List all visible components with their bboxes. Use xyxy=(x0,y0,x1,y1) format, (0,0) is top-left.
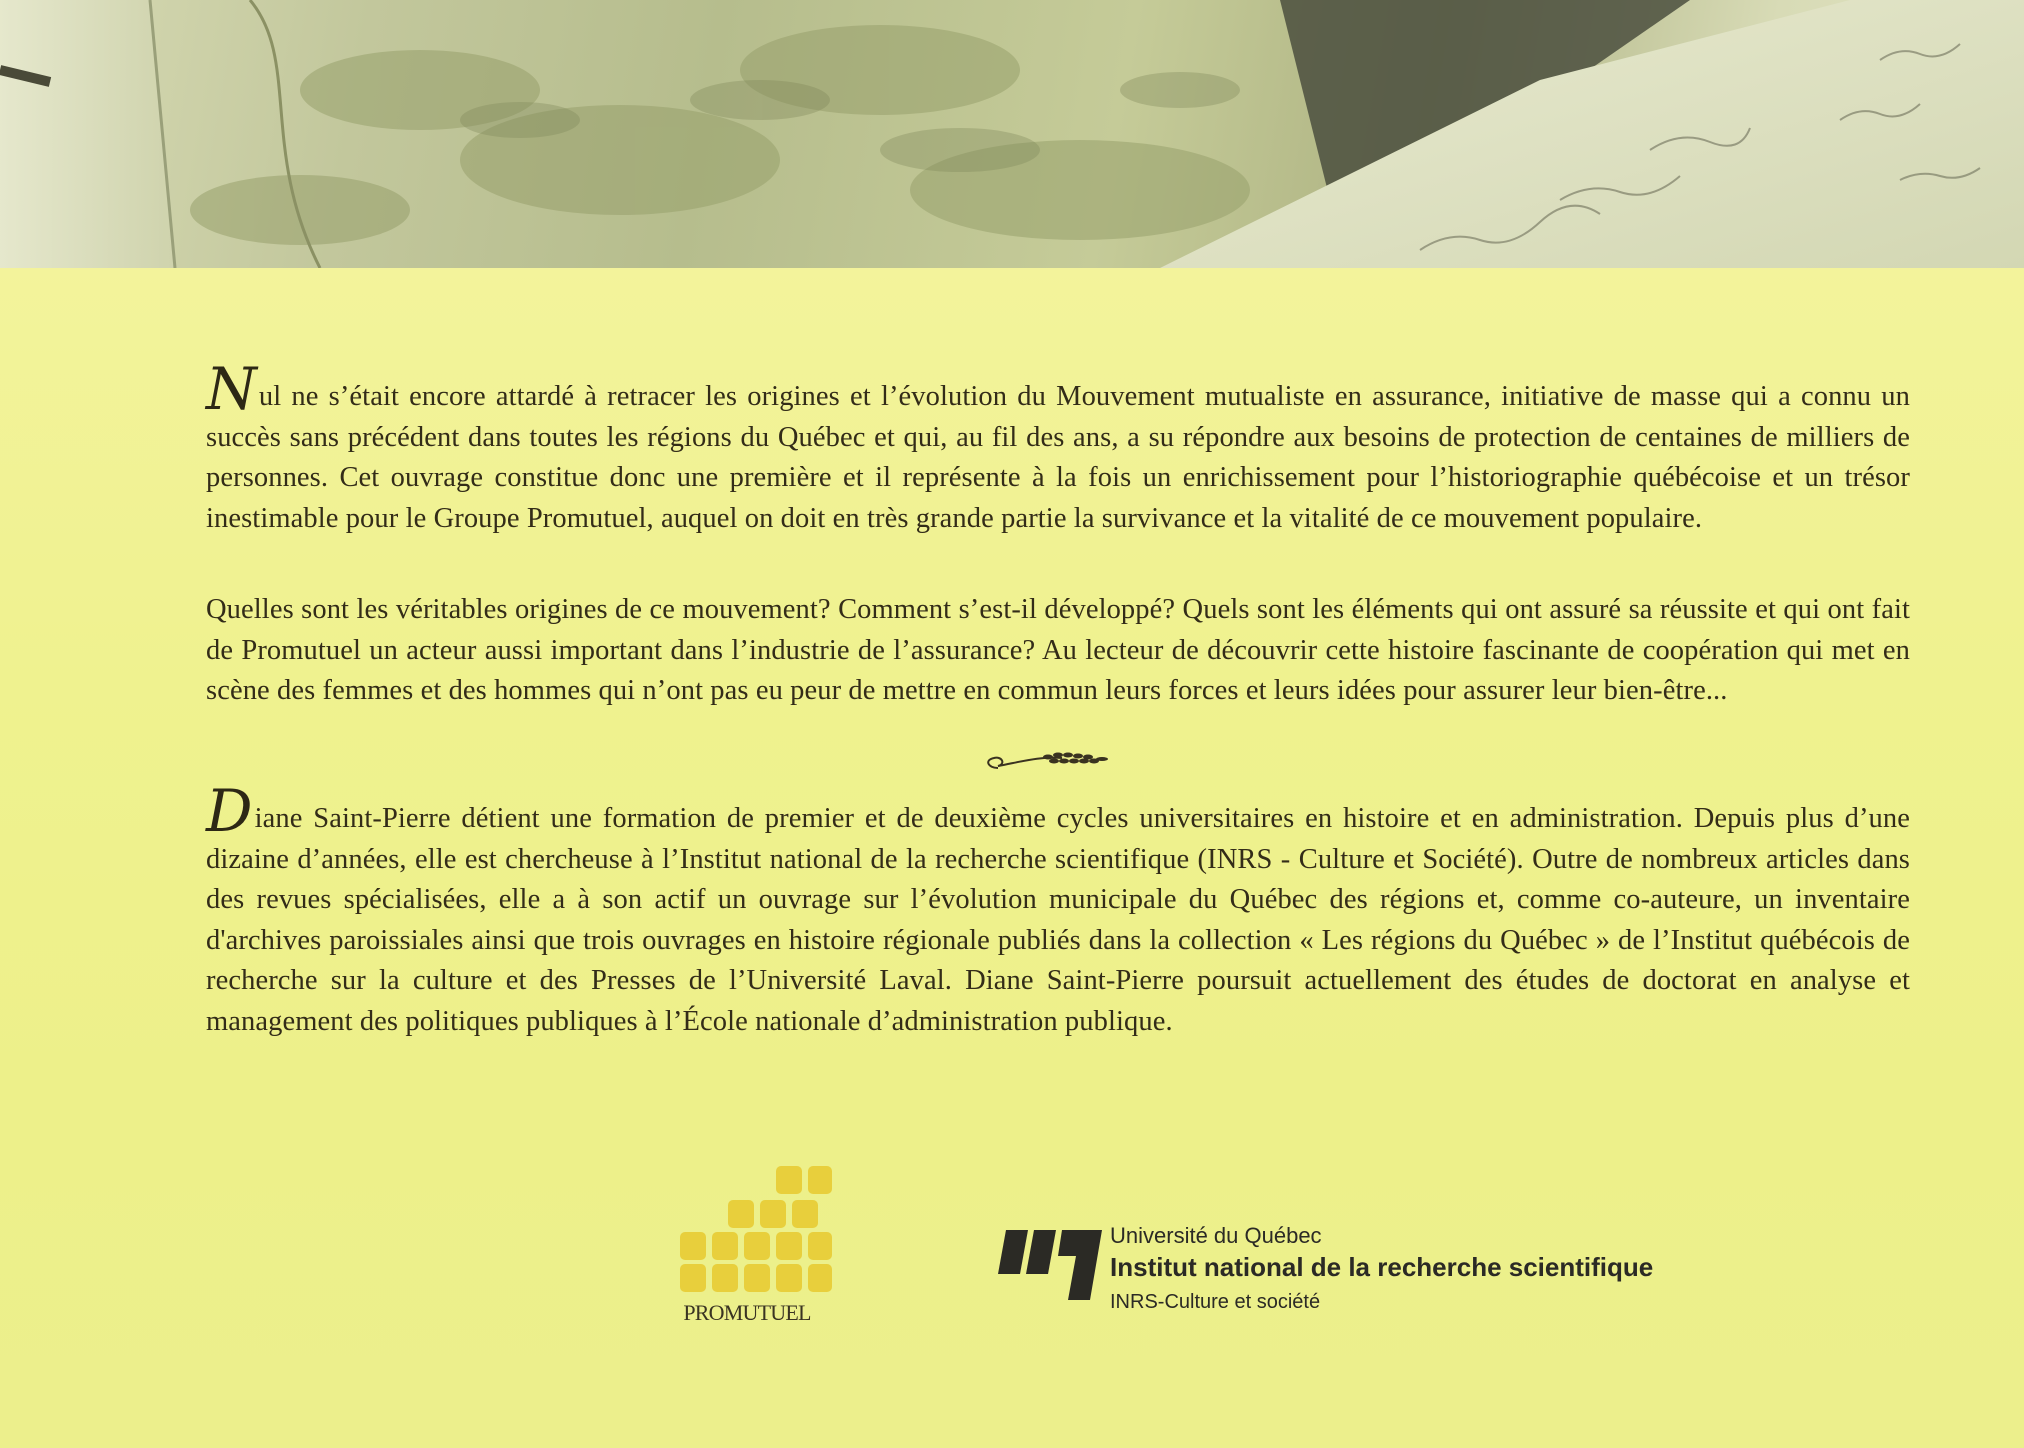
inrs-institute-line: Institut national de la recherche scientifique xyxy=(1110,1252,1654,1282)
author-bio-text: iane Saint-Pierre détient une formation de premier et de deuxième cycles universitaires en histoire et en administration. Depuis plus d’une dizaine d’années, elle est chercheuse à l’Institut national de la recherche scientifique (INRS - Culture et Société). Outre de nombreux articles dans des revues spécialisées, elle a à son actif un ouvrage sur l’évolution municipale du Québec des régions et, comme co-auteure, un inventaire d'archives paroissiales ainsi que trois ouvrages en histoire régionale publiés dans la collection « Les régions du Québec » de l’Institut québécois de recherche sur la culture et des Presses de l’Université Laval. Diane Saint-Pierre poursuit actuellement des études de doctorat en analyse et management des politiques publiques à l’École nationale d’administration publique. xyxy=(206,803,1910,1037)
intro-text: ul ne s’était encore attardé à retracer les origines et l’évolution du Mouvement mutualiste en assurance, initiative de masse qui a connu un succès sans précédent dans toutes les régions du Québec et qui, au fil des ans, a su répondre aux besoins de protection de centaines de milliers de personnes. Cet ouvrage constitue donc une première et il représente à la fois un enrichissement pour l’historiographie québécoise et un trésor inestimable pour le Groupe Promutuel, auquel on doit en très grande partie la survivance et la vitalité de ce mouvement populaire. xyxy=(206,381,1910,534)
intro-paragraph xyxy=(206,355,1910,539)
questions-paragraph xyxy=(206,590,1910,712)
drop-cap-n: N xyxy=(206,355,257,423)
inrs-bars-logo-icon xyxy=(998,1226,1102,1300)
inrs-university-line: Université du Québec xyxy=(1110,1223,1322,1248)
promutuel-wordmark: PROMUTUEL xyxy=(683,1300,811,1325)
questions-text: Quelles sont les véritables origines de ce mouvement? Comment s’est-il développé? Quels sont les éléments qui ont assuré sa réussite et qui ont fait de Promutuel un acteur aussi important dans l’industrie de l’assurance? Au lecteur de découvrir cette histoire fascinante de coopération qui met en scène des femmes et des hommes qui n’ont pas eu peur de mettre en commun leurs forces et leurs idées pour assurer leur bien-être... xyxy=(206,594,1910,706)
archive-documents-image xyxy=(0,0,2024,268)
inrs-centre-line: INRS-Culture et société xyxy=(1110,1291,1321,1313)
drop-cap-d: D xyxy=(206,777,253,845)
inrs-wordmark xyxy=(1110,1222,1653,1320)
author-bio-paragraph xyxy=(206,777,1910,1042)
header-photo xyxy=(0,0,2024,268)
wheat-ornament-icon xyxy=(980,744,1122,780)
